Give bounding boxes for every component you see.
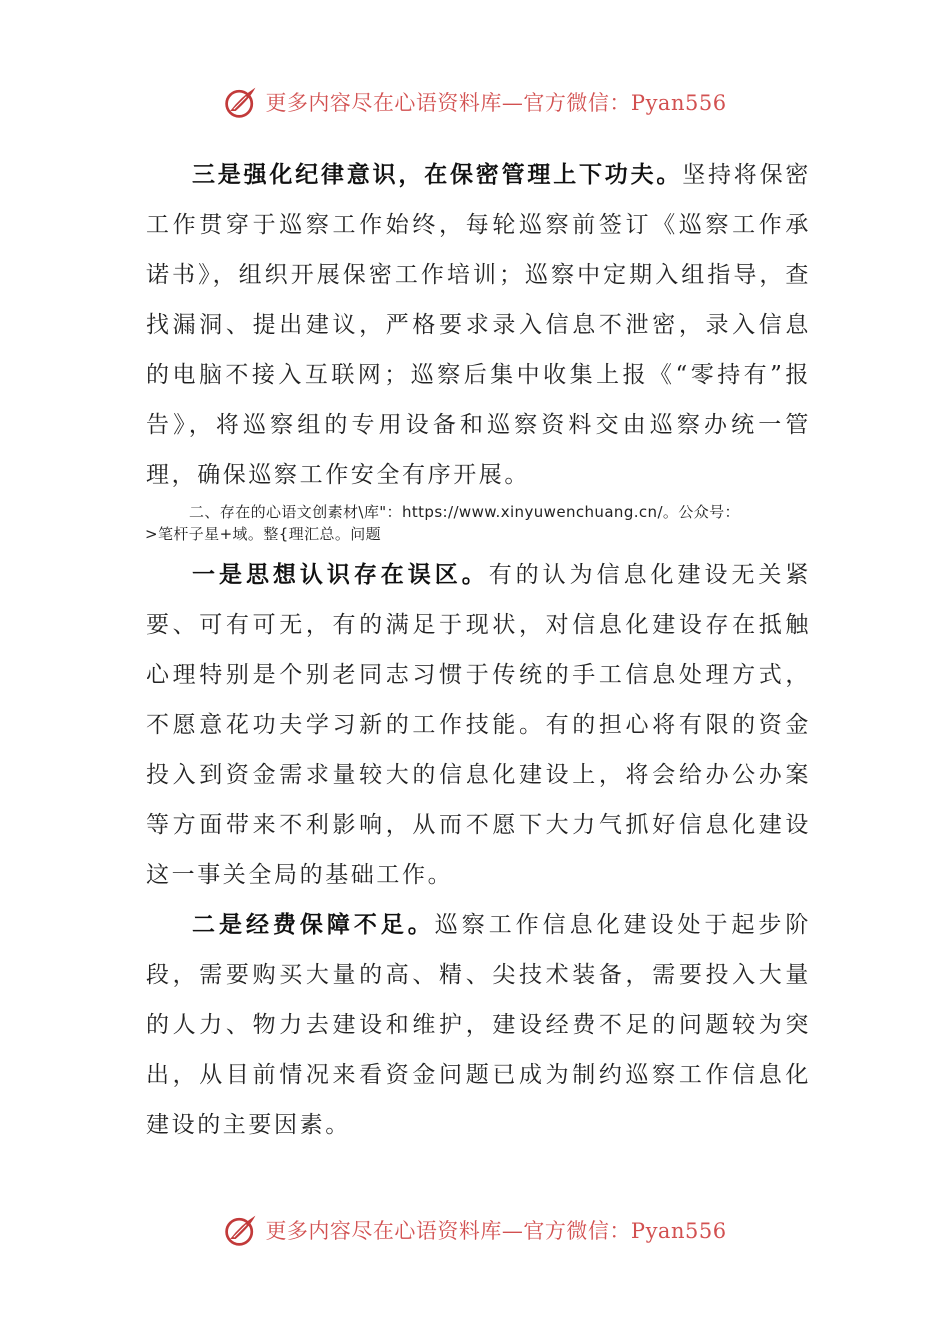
paragraph-text: 坚持将保密工作贯穿于巡察工作始终，每轮巡察前签订《巡察工作承诺书》，组织开展保密工作培训；巡察中定期入组指导，查找漏洞、提出建议，严格要求录入信息不泄密，录入信息的电脑不接入互联网；巡察后集中收集上报《“零持有”报告》，将巡察组的专用设备和巡察资料交由巡察办统一管理，确保巡察工作安全有序开展。 bbox=[146, 162, 812, 488]
header-banner-text: 更多内容尽在心语资料库—官方微信：Pyan556 bbox=[265, 91, 727, 115]
paragraph-funding bbox=[146, 900, 811, 1150]
paragraph-lead: 一是思想认识存在误区。 bbox=[192, 562, 489, 588]
watermark-line bbox=[145, 501, 835, 545]
watermark-line-1: 二、存在的心语文创素材\库"：https://www.xinyuwenchuang.cn/。公众号： bbox=[189, 503, 740, 521]
paragraph-text: 巡察工作信息化建设处于起步阶段，需要购买大量的高、精、尖技术装备，需要投入大量的人力、物力去建设和维护，建设经费不足的问题较为突出，从目前情况来看资金问题已成为制约巡察工作信息化建设的主要因素。 bbox=[146, 912, 811, 1138]
paragraph-awareness bbox=[146, 550, 811, 900]
quill-logo-icon bbox=[223, 1212, 259, 1248]
watermark-line-2: >笔杆子星+域。整{理汇总。问题 bbox=[145, 525, 382, 543]
footer-banner bbox=[0, 1210, 950, 1250]
paragraph-lead: 二是经费保障不足。 bbox=[192, 912, 435, 938]
paragraph-text: 有的认为信息化建设无关紧要、可有可无，有的满足于现状，对信息化建设存在抵触心理特别是个别老同志习惯于传统的手工信息处理方式，不愿意花功夫学习新的工作技能。有的担心将有限的资金投入到资金需求量较大的信息化建设上，将会给办公办案等方面带来不利影响，从而不愿下大力气抓好信息化建设这一事关全局的基础工作。 bbox=[146, 562, 811, 888]
quill-logo-icon bbox=[223, 84, 259, 120]
footer-banner-text: 更多内容尽在心语资料库—官方微信：Pyan556 bbox=[265, 1219, 727, 1243]
paragraph-discipline bbox=[146, 150, 811, 500]
paragraph-lead: 三是强化纪律意识，在保密管理上下功夫。 bbox=[192, 162, 683, 188]
header-banner bbox=[0, 82, 950, 122]
document-body bbox=[146, 150, 811, 1150]
